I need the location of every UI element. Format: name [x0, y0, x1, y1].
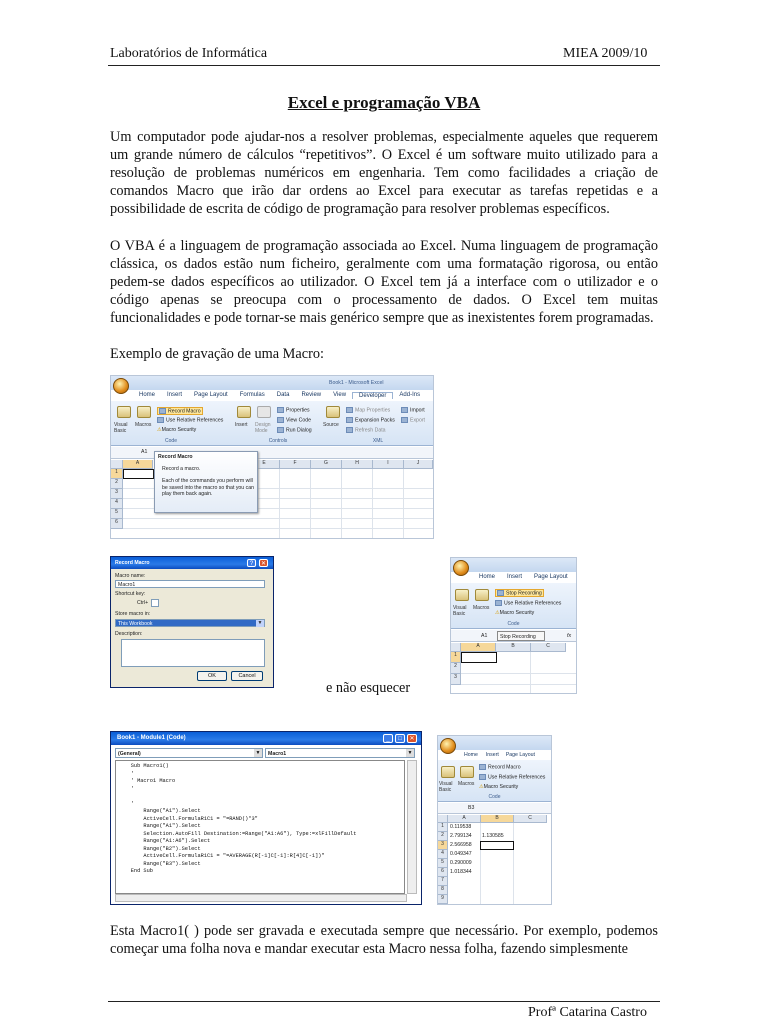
- description-label: Description:: [115, 631, 143, 637]
- cell-b2[interactable]: 1.130585: [482, 833, 504, 839]
- tab-page-layout[interactable]: Page Layout: [505, 752, 535, 758]
- vertical-scrollbar[interactable]: [407, 760, 417, 894]
- macro-name-input[interactable]: [115, 580, 265, 588]
- shortcut-key-input[interactable]: [151, 599, 159, 607]
- relative-references-label: Use Relative References: [504, 600, 562, 607]
- map-properties-button[interactable]: [346, 407, 390, 413]
- stop-recording-tooltip: [497, 631, 545, 641]
- column-header-g[interactable]: G: [311, 460, 342, 469]
- record-macro-button[interactable]: [479, 764, 521, 770]
- help-icon[interactable]: ?: [247, 559, 256, 567]
- grid-line: [279, 469, 280, 538]
- refresh-data-button[interactable]: [346, 427, 386, 433]
- ribbon-tabs: [473, 574, 574, 580]
- record-macro-icon: [159, 408, 166, 414]
- record-macro-label: Record Macro: [168, 408, 201, 415]
- grid-line: [372, 469, 373, 538]
- column-header-c[interactable]: C: [514, 815, 547, 823]
- grid-line: [530, 652, 531, 693]
- select-all-corner[interactable]: [438, 815, 448, 823]
- maximize-icon[interactable]: □: [395, 734, 405, 743]
- close-icon[interactable]: ✕: [260, 561, 267, 567]
- fx-icon[interactable]: fx: [567, 633, 572, 639]
- row-header-3[interactable]: 3: [451, 674, 461, 685]
- cancel-label: Cancel: [238, 673, 256, 679]
- source-icon[interactable]: [326, 406, 340, 418]
- row-header-4[interactable]: 4: [111, 499, 123, 509]
- macro-security-label: Macro Security: [483, 784, 519, 790]
- view-code-label: View Code: [286, 417, 311, 424]
- row-header-1[interactable]: 1: [438, 823, 448, 832]
- row-header-6[interactable]: 6: [111, 519, 123, 529]
- macro-name-value: Macro1: [118, 582, 136, 588]
- export-icon: [401, 417, 408, 423]
- row-header-7[interactable]: 7: [438, 877, 448, 886]
- column-header-a[interactable]: A: [448, 815, 481, 823]
- column-header-c[interactable]: C: [531, 643, 566, 652]
- insert-control-icon[interactable]: [237, 406, 251, 418]
- minimize-icon[interactable]: _: [383, 734, 393, 743]
- column-header-f[interactable]: F: [280, 460, 311, 469]
- row-header-8[interactable]: 8: [438, 886, 448, 895]
- column-header-a[interactable]: A: [123, 460, 153, 469]
- properties-label: Properties: [286, 407, 310, 414]
- stop-icon: [497, 590, 504, 596]
- run-dialog-button[interactable]: [277, 427, 312, 433]
- procedure-dropdown-value: Macro1: [268, 751, 287, 757]
- macros-icon[interactable]: [137, 406, 151, 418]
- export-button[interactable]: [401, 417, 425, 423]
- relative-references-icon: [479, 774, 486, 780]
- macro-security-label: Macro Security: [161, 427, 197, 433]
- select-all-corner[interactable]: [451, 643, 461, 652]
- column-header-a[interactable]: A: [461, 643, 496, 652]
- grid-line: [461, 684, 576, 685]
- tooltip-title: Record Macro: [158, 454, 193, 460]
- import-label: Import: [410, 407, 425, 414]
- object-dropdown[interactable]: [115, 748, 263, 758]
- row-header-3[interactable]: 3: [111, 489, 123, 499]
- office-button-icon[interactable]: [113, 378, 129, 394]
- shortcut-key-label: Shortcut key:: [115, 591, 146, 597]
- visual-basic-label: Visual Basic: [439, 781, 453, 793]
- chevron-down-icon[interactable]: ▼: [255, 750, 261, 756]
- relative-references-label: Use Relative References: [166, 417, 224, 424]
- macros-icon[interactable]: [460, 766, 474, 778]
- cell-a3[interactable]: 2.566958: [450, 842, 472, 848]
- warning-icon: ⚠: [157, 427, 162, 433]
- design-mode-icon[interactable]: [257, 406, 271, 418]
- cell-a2[interactable]: 2.799134: [450, 833, 472, 839]
- macro-security-label: Macro Security: [499, 610, 535, 616]
- map-properties-icon: [346, 407, 353, 413]
- title-bar: [111, 376, 433, 390]
- tab-page-layout[interactable]: Page Layout: [534, 574, 568, 580]
- record-macro-icon: [479, 764, 486, 770]
- row-header-2[interactable]: 2: [111, 479, 123, 489]
- cancel-button[interactable]: [231, 671, 263, 681]
- code-editor[interactable]: [115, 760, 405, 894]
- ok-label: OK: [208, 673, 216, 679]
- group-controls-label: Controls: [268, 438, 288, 444]
- cell-a4[interactable]: 0.049347: [450, 851, 472, 857]
- tooltip-text: Stop Recording: [500, 634, 536, 640]
- macro-security-button[interactable]: [495, 610, 534, 616]
- macros-icon[interactable]: [475, 589, 489, 601]
- row-header-2[interactable]: 2: [438, 832, 448, 841]
- cell-a5[interactable]: 0.290009: [450, 860, 472, 866]
- tab-home[interactable]: Home: [479, 574, 496, 580]
- active-cell-a1[interactable]: [123, 469, 154, 479]
- visual-basic-icon[interactable]: [441, 766, 455, 778]
- expansion-packs-icon: [346, 417, 353, 423]
- grid-line: [310, 469, 311, 538]
- relative-references-button[interactable]: [157, 417, 223, 423]
- import-button[interactable]: [401, 407, 425, 413]
- macros-label: Macros: [458, 781, 475, 787]
- window-title: Book1 - Microsoft Excel: [329, 380, 384, 386]
- horizontal-scrollbar[interactable]: [115, 894, 407, 902]
- screenshot-macro-results: [437, 735, 552, 905]
- run-dialog-icon: [277, 427, 284, 433]
- screenshot-developer-ribbon: [110, 375, 434, 539]
- macros-label: Macros: [135, 422, 152, 428]
- cell-a1[interactable]: 0.119538: [450, 824, 472, 830]
- office-button-icon[interactable]: [440, 738, 456, 754]
- tab-add-ins[interactable]: Add-Ins: [399, 392, 421, 398]
- row-header-3[interactable]: 3: [438, 841, 448, 850]
- object-dropdown-value: (General): [118, 751, 141, 757]
- tab-formulas[interactable]: Formulas: [239, 392, 265, 398]
- row-header-5[interactable]: 5: [438, 859, 448, 868]
- row-header-1[interactable]: 1: [451, 652, 461, 663]
- relative-references-icon: [157, 417, 164, 423]
- relative-references-label: Use Relative References: [488, 774, 546, 781]
- procedure-dropdown[interactable]: [265, 748, 415, 758]
- visual-basic-label: Visual Basic: [114, 422, 128, 434]
- macro-security-button[interactable]: [479, 784, 518, 790]
- paragraph-closing: Esta Macro1( ) pode ser gravada e executada sempre que necessário. Por exemplo, podemos começar uma folha nova e mandar executar esta Macro nessa folha, fazendo simplesmente: [110, 923, 658, 957]
- grid-line: [123, 528, 433, 529]
- screenshot-stop-recording: [450, 557, 577, 694]
- column-header-b[interactable]: B: [481, 815, 514, 823]
- header-right: MIEA 2009/10: [563, 46, 648, 61]
- view-code-icon: [277, 417, 284, 423]
- warning-icon: ⚠: [495, 610, 500, 616]
- name-box[interactable]: A1: [481, 633, 488, 639]
- tab-home[interactable]: Home: [139, 392, 156, 398]
- record-macro-tooltip: [154, 451, 258, 513]
- column-header-j[interactable]: J: [404, 460, 433, 469]
- active-cell-a1[interactable]: [461, 652, 497, 663]
- group-code-label: Code: [165, 438, 177, 444]
- insert-control-label: Insert: [235, 422, 248, 428]
- select-all-corner[interactable]: [111, 460, 123, 469]
- record-macro-label: Record Macro: [488, 764, 521, 771]
- ribbon-tabs: [133, 392, 426, 399]
- export-label: Export: [410, 417, 425, 424]
- chevron-down-icon[interactable]: ▼: [257, 620, 263, 626]
- warning-icon: ⚠: [479, 784, 484, 790]
- group-code-label: Code: [488, 794, 501, 800]
- grid-line: [403, 469, 404, 538]
- page-title: Excel e programação VBA: [287, 93, 481, 112]
- macros-label: Macros: [473, 605, 490, 611]
- macro-name-label: Macro name:: [115, 573, 146, 579]
- paragraph-intro: Um computador pode ajudar-nos a resolver problemas, especialmente aqueles que requerem um grande número de cálculos “repetitivos”. O Excel é um software muito utilizado para a resolução de problemas numéricos em engenharia. Tem como facilidades a criação de comandos Macro que irão dar ordens ao Excel para executar as tarefas repetidas e a possibilidade de escrita de código de programação para resolver problemas específicos.: [110, 129, 658, 217]
- ribbon-tabs: [460, 752, 538, 758]
- macro-security-button[interactable]: [157, 427, 196, 433]
- close-icon[interactable]: ✕: [407, 734, 417, 743]
- properties-icon: [277, 407, 284, 413]
- row-header-1[interactable]: 1: [111, 469, 123, 479]
- tab-insert[interactable]: Insert: [167, 392, 183, 398]
- row-header-9[interactable]: 9: [438, 895, 448, 904]
- record-macro-button[interactable]: [157, 407, 203, 415]
- group-xml-label: XML: [372, 438, 384, 444]
- grid-line: [513, 823, 514, 904]
- tab-developer[interactable]: Developer: [352, 392, 393, 399]
- tab-insert[interactable]: Insert: [485, 752, 499, 758]
- source-label: Source: [323, 422, 339, 428]
- code-window-title: Book1 - Module1 (Code): [117, 735, 186, 741]
- office-button-icon[interactable]: [453, 560, 469, 576]
- stop-recording-label: Stop Recording: [506, 590, 542, 597]
- formula-bar: [438, 803, 551, 814]
- row-header-2[interactable]: 2: [451, 663, 461, 674]
- store-macro-select[interactable]: [115, 619, 265, 627]
- paragraph-example: Exemplo de gravação de uma Macro:: [110, 346, 324, 362]
- tab-insert[interactable]: Insert: [507, 574, 523, 580]
- cell-a6[interactable]: 1.018344: [450, 869, 472, 875]
- row-header-5[interactable]: 5: [111, 509, 123, 519]
- refresh-data-icon: [346, 427, 353, 433]
- column-header-i[interactable]: I: [373, 460, 404, 469]
- tooltip-line1: Record a macro.: [162, 466, 201, 472]
- tab-home[interactable]: Home: [464, 752, 478, 758]
- grid-line: [123, 518, 433, 519]
- visual-basic-label: Visual Basic: [453, 605, 467, 617]
- name-box[interactable]: B3: [468, 805, 475, 811]
- footer-author: Profª Catarina Castro: [528, 1005, 647, 1020]
- design-mode-label: Design Mode: [255, 422, 271, 434]
- store-macro-label: Store macro in:: [115, 611, 151, 617]
- refresh-data-label: Refresh Data: [355, 427, 386, 434]
- tab-page-layout[interactable]: Page Layout: [194, 392, 228, 398]
- footer-rule: [108, 1001, 660, 1002]
- relative-references-icon: [495, 600, 502, 606]
- grid-line: [461, 673, 576, 674]
- visual-basic-icon[interactable]: [117, 406, 131, 418]
- properties-button[interactable]: [277, 407, 310, 413]
- store-macro-value: This Workbook: [118, 621, 153, 627]
- view-code-button[interactable]: [277, 417, 311, 423]
- expansion-packs-button[interactable]: [346, 417, 395, 423]
- import-icon: [401, 407, 408, 413]
- grid-line: [480, 823, 481, 904]
- tab-data[interactable]: Data: [276, 392, 290, 398]
- grid-line: [341, 469, 342, 538]
- chevron-down-icon[interactable]: ▼: [407, 750, 413, 756]
- screenshot-record-macro-dialog: [110, 556, 274, 688]
- header-rule: [108, 65, 660, 66]
- caption-nao-esquecer: e não esquecer: [326, 680, 411, 696]
- column-header-e[interactable]: E: [249, 460, 280, 469]
- row-header-6[interactable]: 6: [438, 868, 448, 877]
- relative-references-button[interactable]: [495, 600, 561, 606]
- code-text: Sub Macro1() ' ' Macro1 Macro ' ' Range("A1").Select ActiveCell.FormulaR1C1 = "=RAND()*3" Range("A1").Select Selection.AutoFill Destination:=Range("A1:A6"), Type:=xlFillDefault Range("A1:A6").Select Range("B2").Select ActiveCell.FormulaR1C1 = "=AVERAGE(R[-1]C[-1]:R[4]C[-1])" Range("B3").Select End Sub: [130, 763, 357, 874]
- screenshot-vba-code-window: [110, 731, 422, 905]
- column-header-h[interactable]: H: [342, 460, 373, 469]
- active-cell-b3[interactable]: [480, 841, 514, 850]
- expansion-packs-label: Expansion Packs: [355, 417, 395, 424]
- run-dialog-label: Run Dialog: [286, 427, 312, 434]
- ok-button[interactable]: [197, 671, 227, 681]
- description-textarea[interactable]: [121, 639, 265, 667]
- visual-basic-icon[interactable]: [455, 589, 469, 601]
- row-header-4[interactable]: 4: [438, 850, 448, 859]
- map-properties-label: Map Properties: [355, 407, 391, 414]
- title-bar: [451, 558, 576, 572]
- relative-references-button[interactable]: [479, 774, 545, 780]
- tab-view[interactable]: View: [333, 392, 347, 398]
- tooltip-line2: Each of the commands you perform will be saved into the macro so that you can play them back again.: [162, 478, 254, 497]
- name-box[interactable]: A1: [141, 449, 148, 455]
- column-header-b[interactable]: B: [496, 643, 531, 652]
- stop-recording-button[interactable]: [495, 589, 544, 597]
- dialog-title: Record Macro: [115, 560, 150, 566]
- group-code-label: Code: [507, 621, 520, 627]
- tab-review[interactable]: Review: [301, 392, 322, 398]
- header-left: Laboratórios de Informática: [110, 46, 268, 61]
- paragraph-vba: O VBA é a linguagem de programação associada ao Excel. Numa linguagem de programação clássica, os dados estão num ficheiro, geralmente com uma formatação rigorosa, ou então pedem-se dados específicos ao utilizador. O Excel tem já a interface com o utilizador e o código apenas se preocupa com o processamento de dados. O Excel tem muitas funcionalidades e pode tornar-se mais genérico sempre que as inexistentes forem programadas.: [110, 238, 658, 326]
- ctrl-label: Ctrl+: [137, 600, 149, 606]
